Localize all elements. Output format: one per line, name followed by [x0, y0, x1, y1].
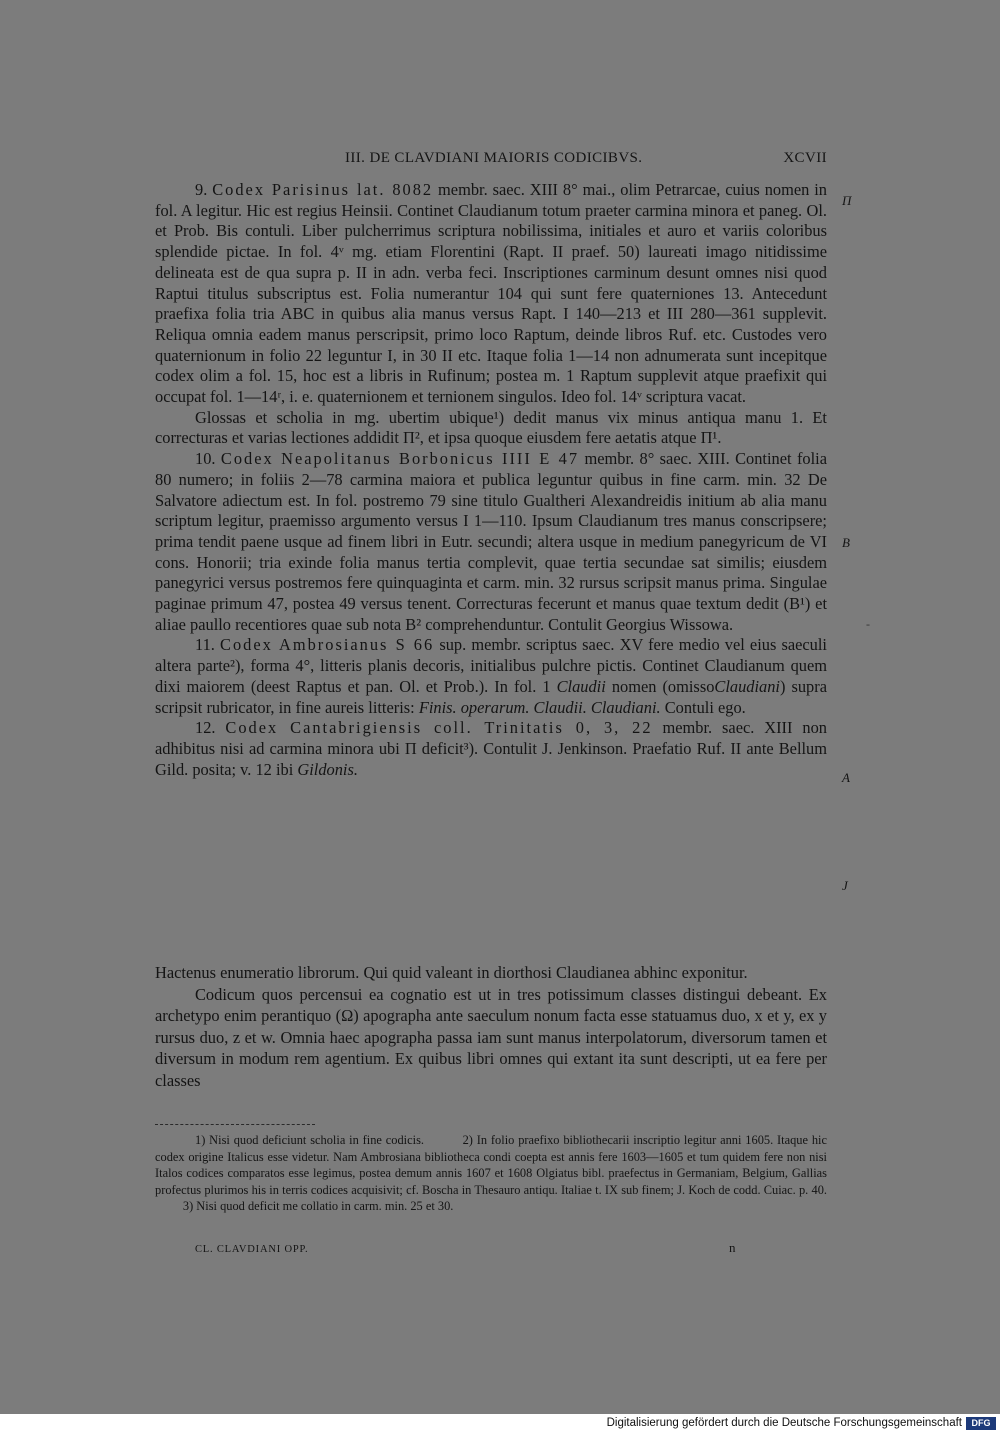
running-title: III. DE CLAVDIANI MAIORIS CODICIBVS.	[345, 150, 643, 166]
codex-list	[155, 180, 827, 780]
paragraph: Hactenus enumeratio librorum. Qui quid valeant in diorthosi Claudianea abhinc exponitur.	[155, 963, 748, 982]
glossae-paragraph: Glossas et scholia in mg. ubertim ubique¹) dedit manus vix minus antiqua manu 1. Et correcturas et varias lectiones addidit Π², et ipsa quoque eiusdem fere aetatis atque Π¹.	[155, 407, 827, 448]
page-folio: XCVII	[783, 150, 827, 166]
margin-mark: -	[866, 617, 870, 631]
footnote-1-2	[155, 1132, 827, 1215]
entry-number: 9.	[195, 180, 208, 199]
footnote-2: 2) In folio praefixo bibliothecarii inscriptio legitur anni 1605. Itaque hic codex origine Italicus esse videtur. Nam Ambrosiana bibliotheca condi coepta est annis fere 1603—1605 et tum quidem fere non nisi Italos codices comparatos esse legimus, postea demum annis 1607 et 1608 Olgiatus bibl. praefectus in Germaniam, Belgium, Gallias profectus plurimos his in terris codices acquisivit; cf. Boscha in Thesauro antiqu. Italiae t. IX sub finem; J. Koch de codd. Cuiac. p. 40.	[155, 1133, 827, 1197]
entry-12	[155, 718, 827, 780]
entry-9	[155, 180, 827, 408]
entry-number: 10.	[195, 449, 216, 469]
italic-text: Claudii	[556, 676, 606, 696]
footnotes	[155, 1132, 827, 1215]
codex-name: Codex Neapolitanus Borbonicus IIII E 47	[220, 449, 580, 469]
entry-text: ) supra scripsit rubricator, in fine aureis litteris:	[155, 676, 827, 717]
codex-name: Codex Parisinus lat. 8082	[212, 180, 434, 199]
footnote-rule	[155, 1124, 315, 1125]
entry-text: sup. membr. scriptus saec. XV fere medio vel eius saeculi altera parte²), forma 4°, litteris planis decoris, initialibus pulchre pictis. Continet Claudianum quem dixi maiorem (deest Raptus et pan. Ol. et Prob.). In fol. 1	[155, 635, 827, 696]
printer-signature: CL. CLAVDIANI OPP.	[195, 1244, 309, 1255]
footnote-3: 3) Nisi quod deficit me collatio in carm. min. 25 et 30.	[182, 1199, 454, 1213]
italic-text: Gildonis.	[297, 759, 358, 779]
entry-11	[155, 635, 827, 718]
entry-text: membr. saec. XIII 8° mai., olim Petrarcae, cuius nomen in fol. A legitur. Hic est regius Heinsii. Continet Claudianum totum praeter carmina minora et paneg. Ol. et Prob. Bis contuli. Liber pulcherrimus scriptura nobilissima, initiales et auro et variis coloribus splendide pictae. In fol. 4ᵛ mg. etiam Florentini (Rapt. II praef. 50) laureati imago nitidissime delineata est de qua supra p. II in adn. verba feci. Inscriptiones carminum desunt omnes nisi quod Raptui titulus subscriptus est. Folia numerantur 104 qui sunt fere quaterniones 13. Antecedunt praefixa folia tria ABC in quibus alia manus versus Rapt. I 140—213 et III 280—361 supplevit. Reliqua omnia eadem manus perscripsit, primo loco Raptum, deinde libros Ruf. etc. Custodes vero quaternionum in folio 22 leguntur I, in 30 II etc. Itaque folia 1—14 non adnumerata sunt incepitque codex olim a fol. 15, hoc est a libris in Rufinum; postea m. 1 Raptum supplevit atque praefixit qui occupat fol. 1—14ʳ, i. e. quaternionem et ternionem singulos. Ideo fol. 14ᵛ scriptura vacat.	[155, 180, 827, 407]
classes-discussion	[155, 962, 827, 1091]
entry-text: membr. 8° saec. XIII. Continet folia 80 numero; in foliis 2—78 carmina maiora et publica leguntur quibus in fine carm. min. 32 De Salvatore adiectum est. In fol. postremo 79 sine titulo Gualtheri Alexandreidis initium ab alia manu scriptum legitur, praemisso argumento versus I 1—110. Ipsum Claudianum tres manus conscripsere; prima tendit paene usque ad finem libri in Eutr. secundi; altera usque in medium panegyricum de VI cons. Honorii; tria exinde folia manus tertia complevit, quae tertia secundae sat similis; eiusdem panegyrici versus postremos fere quinquaginta et carm. min. 32 rursus scripsit manus prima. Singulae paginae primum 47, postea 49 versus tenent. Correcturas fecerunt et manus quae textum dedit (B¹) et aliae paullo recentiores quae sub nota B² comprehenduntur. Contulit Georgius Wissowa.	[155, 449, 827, 634]
credit-bar	[0, 1414, 1000, 1434]
footnote-1: 1) Nisi quod deficiunt scholia in fine codicis.	[195, 1133, 424, 1147]
entry-number: 11.	[195, 635, 215, 655]
entry-text: membr. saec. XIII non adhibitus nisi ad carmina minora ubi Π deficit³). Contulit J. Jenkinson. Praefatio Ruf. II ante Bellum Gild. posita; v. 12 ibi	[155, 718, 827, 779]
entry-10	[155, 449, 827, 635]
margin-siglum-a: A	[842, 770, 850, 785]
italic-text: Claudiani	[714, 676, 780, 696]
margin-siglum-j: J	[842, 878, 848, 893]
running-head	[155, 150, 827, 172]
codex-name: Codex Ambrosianus S 66	[220, 635, 435, 655]
dfg-logo-icon[interactable]: DFG	[966, 1417, 996, 1430]
margin-siglum-b: B	[842, 535, 850, 550]
italic-text: Finis. operarum. Claudii. Claudiani.	[418, 697, 661, 717]
signature-mark: n	[729, 1240, 736, 1255]
entry-text: nomen (omisso	[611, 676, 715, 696]
entry-number: 12.	[195, 718, 216, 738]
entry-text: Contuli ego.	[664, 697, 746, 717]
credit-text[interactable]: Digitalisierung gefördert durch die Deutsche Forschungsgemeinschaft	[606, 1417, 962, 1429]
paragraph: Codicum quos percensui ea cognatio est ut in tres potissimum classes distingui debeant. Ex archetypo enim perantiquo (Ω) apographa ante saeculum nonum facta esse statuamus duo, x et y, ex y rursus duo, z et w. Omnia haec apographa passa iam sunt manus interpolatorum, diversorum tamen et diversum in modum rem agentium. Ex quibus libri omnes qui extant ita sunt descripti, ut ea fere per classes	[155, 984, 827, 1090]
codex-name: Codex Cantabrigiensis coll. Trinitatis 0, 3, 22	[225, 718, 653, 738]
margin-siglum-pi: Π	[842, 193, 852, 208]
